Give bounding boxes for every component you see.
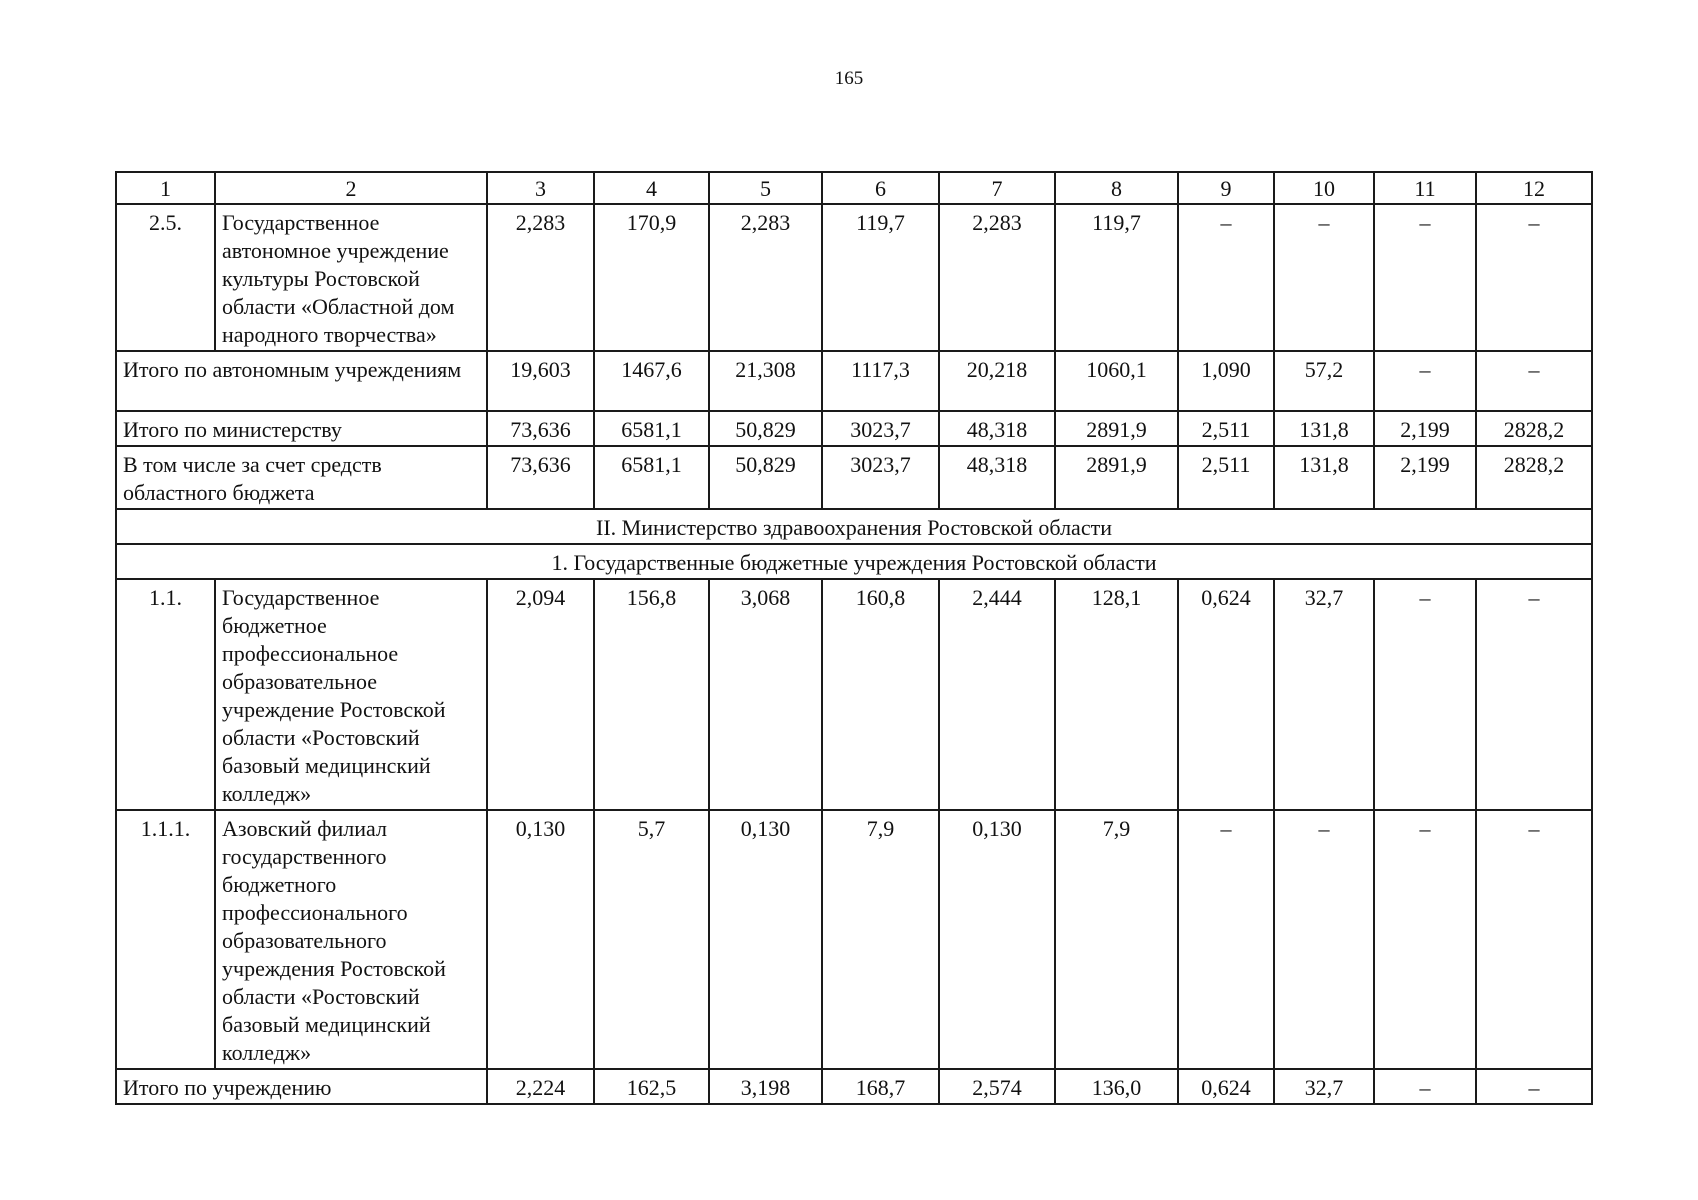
value-cell: 2,224 — [487, 1069, 594, 1104]
column-number: 9 — [1178, 172, 1274, 204]
value-cell: 2,283 — [709, 204, 822, 351]
value-cell: 3,068 — [709, 579, 822, 810]
value-cell: – — [1374, 579, 1476, 810]
page-number: 165 — [834, 68, 864, 89]
value-cell: 131,8 — [1274, 411, 1374, 446]
value-cell: 0,130 — [709, 810, 822, 1069]
institution-name: Государственное бюджетное профессиональное образовательное учреждение Ростовской области «Ростовский базовый медицинский колледж» — [215, 579, 487, 810]
value-cell: 2891,9 — [1055, 446, 1178, 509]
table-row — [116, 579, 1592, 810]
value-cell: 2828,2 — [1476, 446, 1592, 509]
value-cell: 32,7 — [1274, 1069, 1374, 1104]
value-cell: 2,574 — [939, 1069, 1055, 1104]
section-title: II. Министерство здравоохранения Ростовской области — [116, 509, 1592, 544]
value-cell: 3023,7 — [822, 446, 939, 509]
row-number: 1.1.1. — [116, 810, 215, 1069]
value-cell: – — [1476, 351, 1592, 411]
value-cell: 2,094 — [487, 579, 594, 810]
value-cell: 50,829 — [709, 446, 822, 509]
value-cell: – — [1274, 810, 1374, 1069]
value-cell: 168,7 — [822, 1069, 939, 1104]
column-number: 7 — [939, 172, 1055, 204]
value-cell: 160,8 — [822, 579, 939, 810]
value-cell: 3023,7 — [822, 411, 939, 446]
column-number: 1 — [116, 172, 215, 204]
row-number: 2.5. — [116, 204, 215, 351]
row-number: 1.1. — [116, 579, 215, 810]
value-cell: 2891,9 — [1055, 411, 1178, 446]
value-cell: 128,1 — [1055, 579, 1178, 810]
value-cell: 2,511 — [1178, 411, 1274, 446]
value-cell: 119,7 — [822, 204, 939, 351]
value-cell: 2,444 — [939, 579, 1055, 810]
value-cell: 48,318 — [939, 411, 1055, 446]
value-cell: 19,603 — [487, 351, 594, 411]
value-cell: 20,218 — [939, 351, 1055, 411]
table-row — [116, 204, 1592, 351]
value-cell: 32,7 — [1274, 579, 1374, 810]
column-number: 3 — [487, 172, 594, 204]
total-label: Итого по министерству — [116, 411, 487, 446]
value-cell: – — [1374, 204, 1476, 351]
institution-name: Государственное автономное учреждение культуры Ростовской области «Областной дом народного творчества» — [215, 204, 487, 351]
total-label: В том числе за счет средств областного бюджета — [116, 446, 487, 509]
total-row — [116, 411, 1592, 446]
column-number-row — [116, 172, 1592, 204]
value-cell: 7,9 — [1055, 810, 1178, 1069]
value-cell: 48,318 — [939, 446, 1055, 509]
value-cell: 73,636 — [487, 446, 594, 509]
column-number: 10 — [1274, 172, 1374, 204]
value-cell: – — [1374, 1069, 1476, 1104]
total-label: Итого по учреждению — [116, 1069, 487, 1104]
table-body — [116, 172, 1592, 1104]
section-header-row — [116, 544, 1592, 579]
value-cell: 0,130 — [939, 810, 1055, 1069]
total-row — [116, 1069, 1592, 1104]
value-cell: – — [1374, 351, 1476, 411]
value-cell: – — [1178, 204, 1274, 351]
value-cell: 170,9 — [594, 204, 709, 351]
value-cell: 2,199 — [1374, 411, 1476, 446]
value-cell: 131,8 — [1274, 446, 1374, 509]
value-cell: 2,283 — [487, 204, 594, 351]
value-cell: 6581,1 — [594, 411, 709, 446]
value-cell: 2828,2 — [1476, 411, 1592, 446]
value-cell: 1117,3 — [822, 351, 939, 411]
section-title: 1. Государственные бюджетные учреждения Ростовской области — [116, 544, 1592, 579]
value-cell: 0,624 — [1178, 1069, 1274, 1104]
value-cell: 2,283 — [939, 204, 1055, 351]
column-number: 12 — [1476, 172, 1592, 204]
column-number: 2 — [215, 172, 487, 204]
value-cell: 0,130 — [487, 810, 594, 1069]
column-number: 4 — [594, 172, 709, 204]
total-row — [116, 351, 1592, 411]
value-cell: 2,199 — [1374, 446, 1476, 509]
value-cell: – — [1476, 579, 1592, 810]
value-cell: – — [1374, 810, 1476, 1069]
value-cell: 6581,1 — [594, 446, 709, 509]
column-number: 11 — [1374, 172, 1476, 204]
value-cell: 7,9 — [822, 810, 939, 1069]
value-cell: – — [1476, 204, 1592, 351]
value-cell: 156,8 — [594, 579, 709, 810]
value-cell: – — [1476, 1069, 1592, 1104]
value-cell: 2,511 — [1178, 446, 1274, 509]
total-label: Итого по автономным учреждениям — [116, 351, 487, 411]
value-cell: 162,5 — [594, 1069, 709, 1104]
value-cell: 21,308 — [709, 351, 822, 411]
value-cell: – — [1274, 204, 1374, 351]
value-cell: 5,7 — [594, 810, 709, 1069]
value-cell: – — [1178, 810, 1274, 1069]
institution-name: Азовский филиал государственного бюджетного профессионального образовательного учреждения Ростовской области «Ростовский базовый медицинский колледж» — [215, 810, 487, 1069]
value-cell: 3,198 — [709, 1069, 822, 1104]
column-number: 8 — [1055, 172, 1178, 204]
column-number: 6 — [822, 172, 939, 204]
value-cell: 119,7 — [1055, 204, 1178, 351]
value-cell: 1060,1 — [1055, 351, 1178, 411]
data-table — [115, 171, 1593, 1105]
value-cell: 0,624 — [1178, 579, 1274, 810]
section-header-row — [116, 509, 1592, 544]
column-number: 5 — [709, 172, 822, 204]
value-cell: 136,0 — [1055, 1069, 1178, 1104]
value-cell: 73,636 — [487, 411, 594, 446]
table-row — [116, 810, 1592, 1069]
total-row — [116, 446, 1592, 509]
value-cell: 50,829 — [709, 411, 822, 446]
value-cell: 1467,6 — [594, 351, 709, 411]
value-cell: 1,090 — [1178, 351, 1274, 411]
value-cell: – — [1476, 810, 1592, 1069]
value-cell: 57,2 — [1274, 351, 1374, 411]
